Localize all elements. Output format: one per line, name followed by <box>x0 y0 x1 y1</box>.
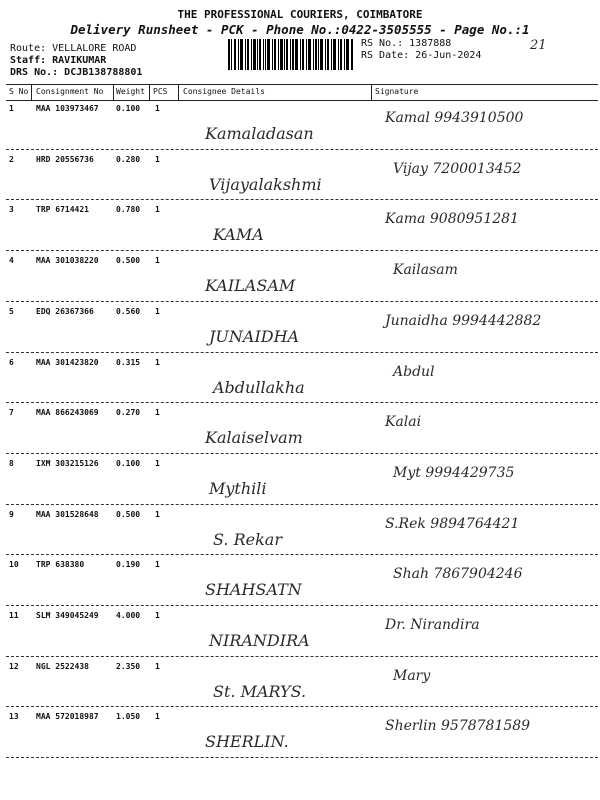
row-sno: 2 <box>9 154 14 164</box>
row-consignment-no: EDQ 26367366 <box>36 306 94 316</box>
row-consignment-no: MAA 572018987 <box>36 712 99 722</box>
row-pcs: 1 <box>155 256 160 266</box>
row-consignee-handwritten: SHAHSATN <box>205 580 302 600</box>
row-divider <box>6 757 598 758</box>
row-sno: 5 <box>9 306 14 316</box>
row-consignee-handwritten: KAMA <box>213 225 264 245</box>
row-weight: 0.280 <box>116 154 141 164</box>
row-weight: 0.190 <box>116 560 141 570</box>
row-consignment-no: TRP 638380 <box>36 560 85 570</box>
row-sno: 6 <box>9 357 14 367</box>
row-consignee-handwritten: S. Rekar <box>213 529 282 549</box>
row-pcs: 1 <box>155 661 160 671</box>
row-divider <box>6 504 598 505</box>
row-pcs: 1 <box>155 306 160 316</box>
row-consignment-no: MAA 301423820 <box>36 357 99 367</box>
row-consignee-handwritten: SHERLIN. <box>205 732 289 752</box>
col-header-consignment: Consignment No <box>36 87 104 96</box>
row-weight: 0.780 <box>116 205 141 215</box>
col-header-sno: S No <box>9 87 29 96</box>
row-weight: 2.350 <box>116 661 141 671</box>
row-consignee-handwritten: Abdullakha <box>213 377 305 397</box>
row-weight: 0.270 <box>116 408 141 418</box>
row-weight: 4.000 <box>116 611 141 620</box>
row-signature-handwritten: Sherlin 9578781589 <box>385 718 531 735</box>
row-weight: 0.315 <box>116 357 141 367</box>
row-sno: 10 <box>9 560 19 570</box>
row-pcs: 1 <box>155 408 160 418</box>
row-consignee-handwritten: Kalaiselvam <box>205 428 303 448</box>
col-divider <box>31 84 32 100</box>
row-consignment-no: MAA 301528648 <box>36 509 99 519</box>
table-top-rule <box>6 84 598 85</box>
row-signature-handwritten: Kailasam <box>393 262 458 279</box>
col-header-signature: Signature <box>375 87 419 96</box>
staff-label: Staff: RAVIKUMAR <box>10 55 107 66</box>
row-consignee-handwritten: Mythili <box>209 478 267 498</box>
row-signature-handwritten: Abdul <box>393 363 435 380</box>
row-divider <box>6 352 598 353</box>
row-consignment-no: MAA 103973467 <box>36 104 99 113</box>
row-pcs: 1 <box>155 611 160 620</box>
row-pcs: 1 <box>155 509 160 519</box>
row-consignee-handwritten: St. MARYS. <box>213 681 307 701</box>
row-divider <box>6 301 598 302</box>
row-consignment-no: SLM 349045249 <box>36 611 99 620</box>
row-signature-handwritten: Junaidha 9994442882 <box>385 312 542 329</box>
row-pcs: 1 <box>155 560 160 570</box>
row-pcs: 1 <box>155 357 160 367</box>
row-sno: 7 <box>9 408 14 418</box>
row-signature-handwritten: Kama 9080951281 <box>385 211 519 228</box>
drs-number: DRS No.: DCJB138788801 <box>10 67 143 78</box>
row-sno: 12 <box>9 661 19 671</box>
row-sno: 11 <box>9 611 19 620</box>
row-sno: 1 <box>9 104 14 113</box>
row-pcs: 1 <box>155 458 160 468</box>
row-sno: 3 <box>9 205 14 215</box>
row-weight: 0.500 <box>116 256 141 266</box>
rs-number: RS No.: 1387888 <box>361 38 452 49</box>
route-label: Route: VELLALORE ROAD <box>10 43 137 54</box>
row-consignment-no: IXM 303215126 <box>36 458 99 468</box>
col-divider <box>178 84 179 100</box>
row-divider <box>6 149 598 150</box>
row-consignee-handwritten: KAILASAM <box>205 276 296 296</box>
corner-handwritten-mark: 21 <box>530 38 547 53</box>
col-header-pcs: PCS <box>153 87 168 96</box>
row-consignment-no: MAA 301038220 <box>36 256 99 266</box>
col-divider <box>113 84 114 100</box>
row-divider <box>6 402 598 403</box>
row-signature-handwritten: Shah 7867904246 <box>393 566 523 583</box>
row-pcs: 1 <box>155 104 160 113</box>
table-header-rule <box>6 100 598 101</box>
row-sno: 13 <box>9 712 19 722</box>
row-pcs: 1 <box>155 205 160 215</box>
row-signature-handwritten: Dr. Nirandira <box>385 617 480 633</box>
rs-date: RS Date: 26-Jun-2024 <box>361 50 482 61</box>
row-consignee-handwritten: NIRANDIRA <box>209 631 310 650</box>
row-consignee-handwritten: JUNAIDHA <box>209 326 300 346</box>
runsheet-subtitle: Delivery Runsheet - PCK - Phone No.:0422-3505555 - Page No.:1 <box>70 22 530 37</box>
row-signature-handwritten: S.Rek 9894764421 <box>385 515 520 532</box>
row-consignment-no: TRP 6714421 <box>36 205 89 215</box>
row-signature-handwritten: Kalai <box>385 414 422 431</box>
row-divider <box>6 656 598 657</box>
row-pcs: 1 <box>155 154 160 164</box>
row-consignment-no: MAA 866243069 <box>36 408 99 418</box>
col-header-weight: Weight <box>116 87 145 96</box>
row-divider <box>6 605 598 606</box>
row-divider <box>6 554 598 555</box>
row-sno: 8 <box>9 458 14 468</box>
barcode <box>228 39 353 70</box>
row-signature-handwritten: Vijay 7200013452 <box>393 160 522 177</box>
row-signature-handwritten: Myt 9994429735 <box>393 464 515 481</box>
row-divider <box>6 706 598 707</box>
row-divider <box>6 199 598 200</box>
row-sno: 4 <box>9 256 14 266</box>
row-signature-handwritten: Kamal 9943910500 <box>385 110 524 126</box>
row-weight: 0.100 <box>116 104 141 113</box>
row-consignment-no: HRD 20556736 <box>36 154 94 164</box>
company-title: THE PROFESSIONAL COURIERS, COIMBATORE <box>177 8 423 21</box>
row-weight: 0.100 <box>116 458 141 468</box>
row-consignee-handwritten: Vijayalakshmi <box>209 174 322 194</box>
row-weight: 1.050 <box>116 712 141 722</box>
col-divider <box>371 84 372 100</box>
row-signature-handwritten: Mary <box>393 667 431 684</box>
row-divider <box>6 250 598 251</box>
row-pcs: 1 <box>155 712 160 722</box>
row-consignment-no: NGL 2522438 <box>36 661 89 671</box>
row-divider <box>6 453 598 454</box>
row-weight: 0.560 <box>116 306 141 316</box>
col-header-consignee: Consignee Details <box>183 87 265 96</box>
col-divider <box>149 84 150 100</box>
row-consignee-handwritten: Kamaladasan <box>205 124 314 143</box>
row-weight: 0.500 <box>116 509 141 519</box>
row-sno: 9 <box>9 509 14 519</box>
